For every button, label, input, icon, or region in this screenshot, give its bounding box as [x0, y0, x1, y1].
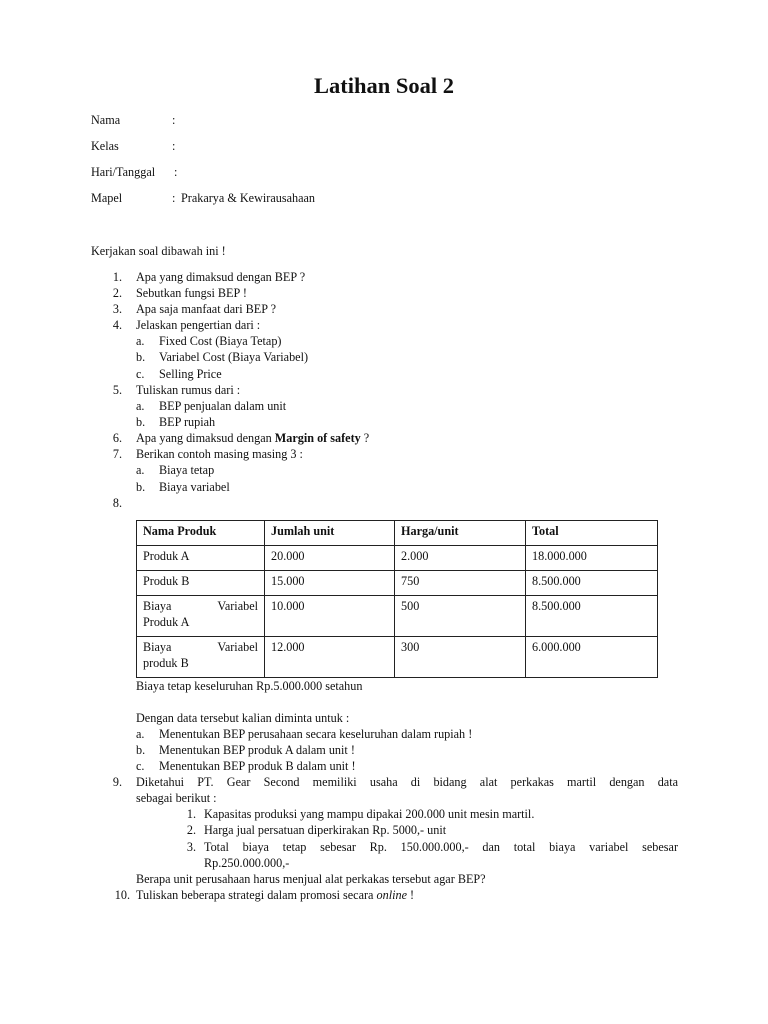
- cell-line: Produk A: [143, 615, 190, 630]
- field-label-hari-tanggal: Hari/Tanggal: [91, 165, 156, 179]
- sub-letter: c.: [136, 759, 145, 773]
- question-text: Berikan contoh masing masing 3 :: [136, 447, 303, 461]
- numbered-item-text: Harga jual persatuan diperkirakan Rp. 5000,- unit: [204, 823, 447, 837]
- sub-item-text: BEP rupiah: [159, 415, 216, 429]
- numbered-item-text: Kapasitas produksi yang mampu dipakai 200.000 unit mesin martil.: [204, 807, 535, 821]
- sub-item-text: Biaya variabel: [159, 480, 230, 494]
- table-cell: Produk B: [137, 571, 265, 596]
- table-cell: 300: [395, 637, 526, 678]
- sub-item-text: Selling Price: [159, 367, 222, 381]
- cell-line: Biaya Variabel: [143, 640, 258, 654]
- sub-letter: b.: [136, 350, 146, 364]
- sub-letter: a.: [136, 399, 145, 413]
- question-number: 7.: [112, 447, 122, 461]
- table-note: Biaya tetap keseluruhan Rp.5.000.000 setahun: [136, 679, 363, 693]
- field-label-mapel: Mapel: [91, 191, 123, 205]
- question-text: Tuliskan beberapa strategi dalam promosi secara online !: [136, 888, 415, 902]
- sub-letter: b.: [136, 415, 146, 429]
- numbered-item-text: Total biaya tetap sebesar Rp. 150.000.000,- dan total biaya variabel sebesar: [204, 840, 678, 854]
- sub-item-text: Menentukan BEP produk B dalam unit !: [159, 759, 356, 773]
- table-header-row: [137, 521, 658, 546]
- table-row: [137, 637, 658, 678]
- product-table: [136, 520, 658, 678]
- field-label-nama: Nama: [91, 113, 121, 127]
- question-number: 9.: [112, 775, 122, 789]
- table-cell: 10.000: [265, 596, 395, 637]
- table-row: [137, 596, 658, 637]
- cell-line: produk B: [143, 656, 189, 671]
- table-header-cell: Harga/unit: [395, 521, 526, 546]
- sub-item-text: Biaya tetap: [159, 463, 215, 477]
- question-number: 5.: [112, 383, 122, 397]
- sub-item-text: Menentukan BEP perusahaan secara keseluruhan dalam rupiah !: [159, 727, 473, 741]
- question-text: Diketahui PT. Gear Second memiliki usaha di bidang alat perkakas martil dengan data: [136, 775, 678, 789]
- question-number: 6.: [112, 431, 122, 445]
- question-number: 4.: [112, 318, 122, 332]
- page-title: Latihan Soal 2: [313, 73, 455, 98]
- sub-item-text: Menentukan BEP produk A dalam unit !: [159, 743, 355, 757]
- sub-letter: a.: [136, 727, 145, 741]
- instruction-text: Kerjakan soal dibawah ini !: [91, 244, 226, 258]
- field-label-kelas: Kelas: [91, 139, 119, 153]
- table-cell: 750: [395, 571, 526, 596]
- table-cell: 15.000: [265, 571, 395, 596]
- question-text: Jelaskan pengertian dari :: [136, 318, 261, 332]
- question-text: Tuliskan rumus dari :: [136, 383, 241, 397]
- table-cell: [137, 596, 265, 637]
- table-cell: 2.000: [395, 546, 526, 571]
- sub-letter: a.: [136, 334, 145, 348]
- italic-term: online: [376, 888, 407, 902]
- sub-letter: b.: [136, 480, 146, 494]
- table-header-cell: Nama Produk: [137, 521, 265, 546]
- sub-item-text: Fixed Cost (Biaya Tetap): [159, 334, 282, 348]
- sub-letter: a.: [136, 463, 145, 477]
- numbered-item-number: 1.: [186, 807, 196, 821]
- field-colon-hari-tanggal: :: [174, 165, 178, 179]
- question-text: Apa yang dimaksud dengan BEP ?: [136, 270, 306, 284]
- field-colon-nama: :: [172, 113, 176, 127]
- table-cell: 20.000: [265, 546, 395, 571]
- numbered-item-number: 2.: [186, 823, 196, 837]
- question-text: Apa saja manfaat dari BEP ?: [136, 302, 276, 316]
- table-cell: [137, 637, 265, 678]
- question-number: 8.: [112, 496, 122, 510]
- table-cell: Produk A: [137, 546, 265, 571]
- sub-item-text: Variabel Cost (Biaya Variabel): [159, 350, 309, 364]
- question-number: 1.: [112, 270, 122, 284]
- table-cell: 500: [395, 596, 526, 637]
- field-value-mapel: Prakarya & Kewirausahaan: [181, 191, 316, 205]
- sub-letter: c.: [136, 367, 145, 381]
- question-number: 3.: [112, 302, 122, 316]
- table-cell: 6.000.000: [526, 637, 658, 678]
- question-number: 10.: [114, 888, 130, 902]
- question-text: Apa yang dimaksud dengan Margin of safety ?: [136, 431, 370, 445]
- table-cell: 8.500.000: [526, 571, 658, 596]
- table-cell: 18.000.000: [526, 546, 658, 571]
- question-text-continued: sebagai berikut :: [136, 791, 217, 805]
- cell-line: Biaya Variabel: [143, 599, 258, 613]
- table-cell: 8.500.000: [526, 596, 658, 637]
- table-header-cell: Total: [526, 521, 658, 546]
- numbered-item-text-continued: Rp.250.000.000,-: [204, 856, 290, 870]
- table-cell: 12.000: [265, 637, 395, 678]
- table-row: [137, 546, 658, 571]
- sub-item-text: BEP penjualan dalam unit: [159, 399, 287, 413]
- table-row: [137, 571, 658, 596]
- table-header-cell: Jumlah unit: [265, 521, 395, 546]
- numbered-item-number: 3.: [186, 840, 196, 854]
- field-colon-kelas: :: [172, 139, 176, 153]
- sub-letter: b.: [136, 743, 146, 757]
- question-text: Sebutkan fungsi BEP !: [136, 286, 247, 300]
- question-prompt: Berapa unit perusahaan harus menjual alat perkakas tersebut agar BEP?: [136, 872, 486, 886]
- task-intro: Dengan data tersebut kalian diminta untuk :: [136, 711, 350, 725]
- bold-term: Margin of safety: [274, 431, 361, 445]
- question-number: 2.: [112, 286, 122, 300]
- field-colon-mapel: :: [172, 191, 176, 205]
